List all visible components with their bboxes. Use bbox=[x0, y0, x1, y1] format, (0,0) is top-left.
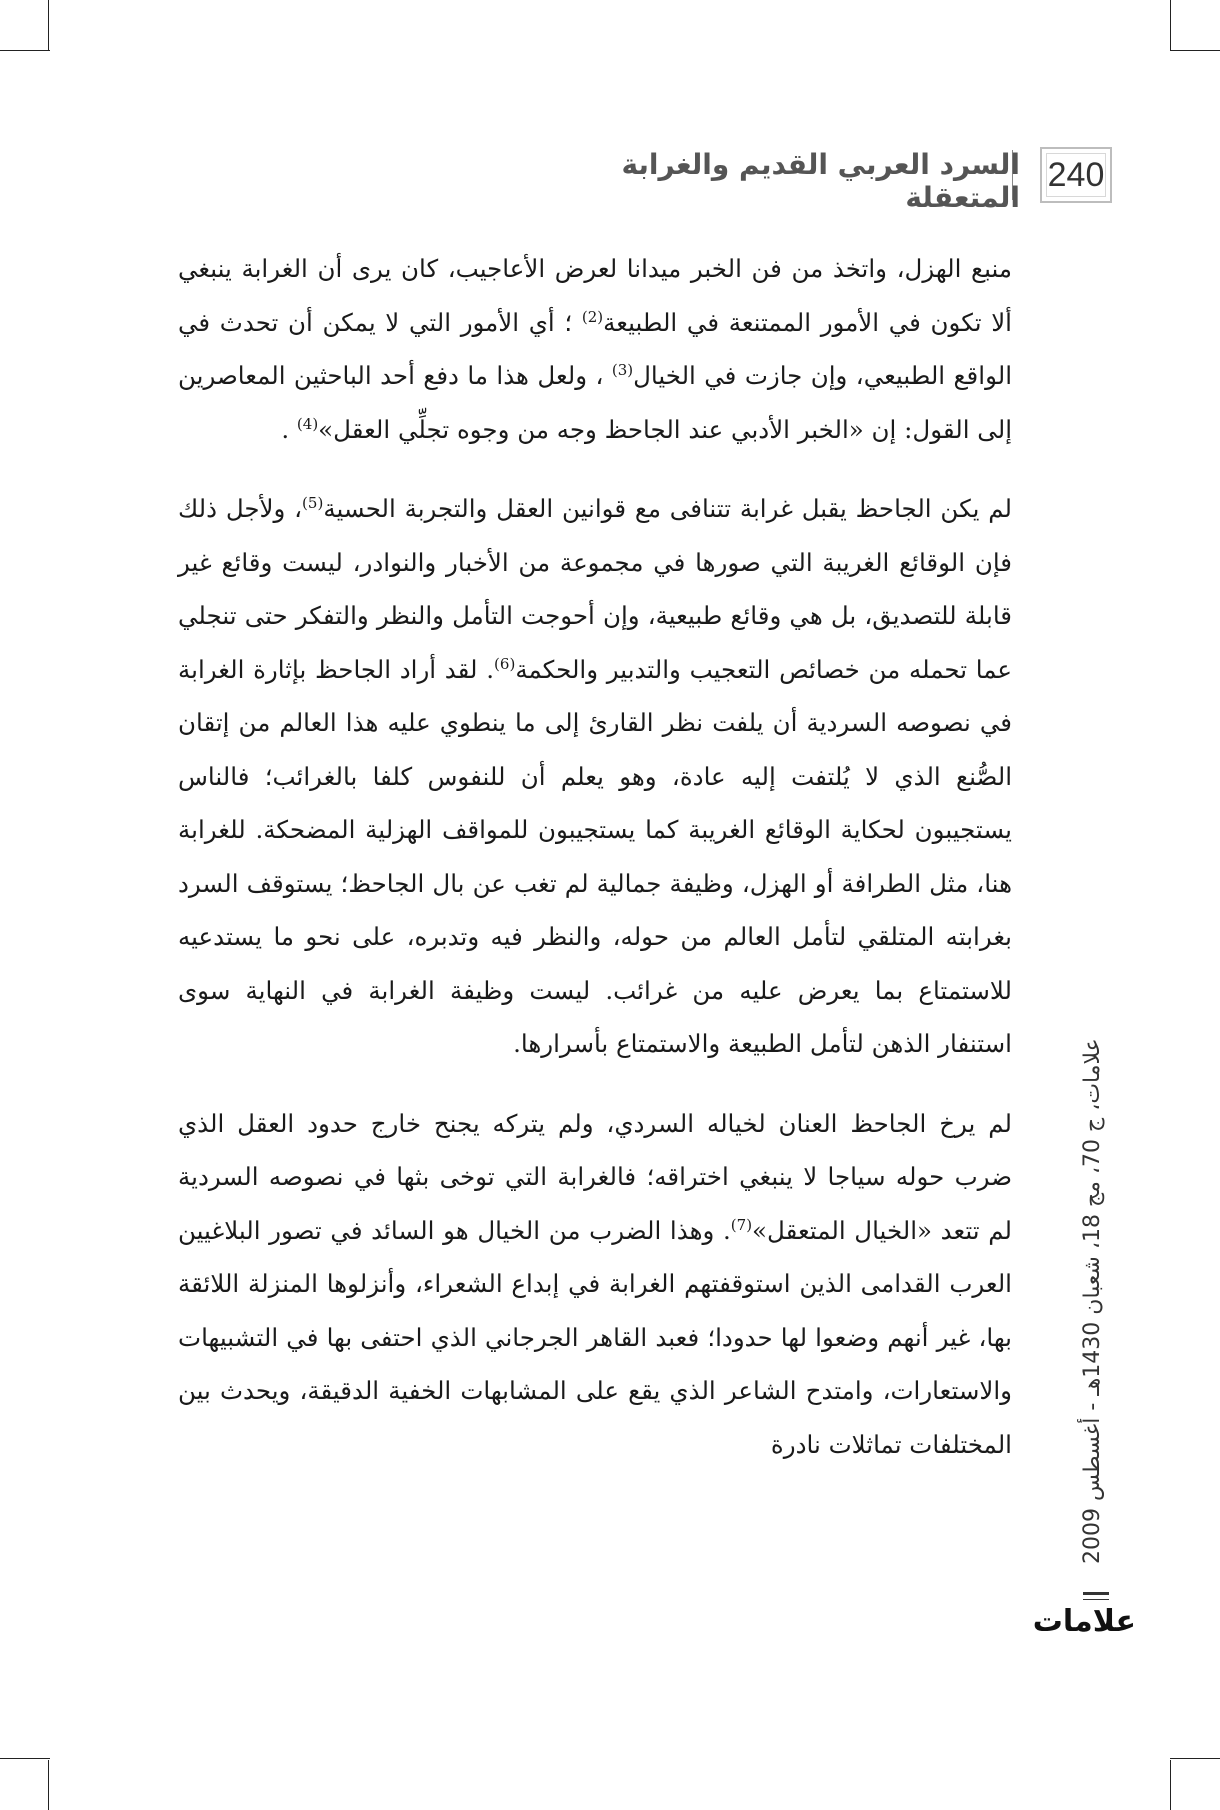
footnote-ref: (7) bbox=[730, 1215, 753, 1234]
page-number: 240 bbox=[1047, 155, 1105, 194]
footnote-ref: (3) bbox=[611, 360, 634, 379]
crop-mark bbox=[48, 0, 49, 50]
crop-mark bbox=[0, 50, 50, 51]
crop-mark bbox=[1170, 50, 1220, 51]
text-run: . وهذا الضرب من الخيال هو السائد في تصور البلاغيين العرب القدامى الذين استوقفتهم الغرابة في إبداع الشعراء، وأنزلوها المنزلة اللائقة بها، غير أنهم وضعوا لها حدودا؛ فعبد القاهر الجرجاني الذي احتفى بها في التشبيهات والاستعارات، وامتدح الشاعر الذي يقع على المشابهات الخفية الدقيقة، ويحدث بين المختلفات تماثلات نادرة bbox=[178, 1215, 1012, 1459]
sidebar-rule bbox=[1083, 1592, 1109, 1595]
text-run: ، ولعل هذا ما دفع أحد الباحثين المعاصرين إلى القول: إن «الخبر الأدبي عند الجاحظ وجه من وجوه تجلِّي العقل» bbox=[178, 361, 1012, 444]
text-run: . bbox=[281, 414, 297, 444]
crop-mark bbox=[1170, 1760, 1171, 1810]
crop-mark bbox=[1170, 0, 1171, 50]
footnote-ref: (2) bbox=[581, 307, 604, 326]
running-title: السرد العربي القديم والغرابة المتعقلة bbox=[621, 148, 1020, 214]
paragraph-1 bbox=[178, 242, 1012, 456]
journal-reference: علامات، ج 70، مج 18، شعبان 1430هـ - أغسطس 2009 bbox=[1080, 1038, 1105, 1564]
text-run: لم يرخ الجاحظ العنان لخياله السردي، ولم يتركه يجنح خارج حدود العقل الذي ضرب حوله سياجا لا ينبغي اختراقه؛ فالغرابة التي توخى بثها في نصوصه السردية لم تتعد «الخيال المتعقل» bbox=[178, 1108, 1012, 1245]
crop-mark bbox=[1170, 1758, 1220, 1759]
page-number-inner-frame bbox=[1046, 153, 1106, 197]
page-number-box bbox=[1040, 147, 1112, 203]
footnote-ref: (5) bbox=[302, 493, 324, 512]
sidebar-rule bbox=[1083, 1599, 1109, 1600]
footnote-ref: (4) bbox=[296, 414, 319, 433]
footnote-ref: (6) bbox=[494, 654, 516, 673]
crop-mark bbox=[0, 1758, 50, 1759]
paragraph-3 bbox=[178, 1097, 1012, 1472]
article-body bbox=[178, 242, 1012, 1471]
text-run: . لقد أراد الجاحظ بإثارة الغرابة في نصوصه السردية أن يلفت نظر القارئ إلى ما ينطوي عليه هذا العالم من إتقان الصُّنع الذي لا يُلتفت إليه عادة، وهو يعلم أن للنفوس كلفا بالغرائب؛ فالناس يستجيبون لحكاية الوقائع الغريبة كما يستجيبون للمواقف الهزلية المضحكة. للغرابة هنا، مثل الطرافة أو الهزل، وظيفة جمالية لم تغب عن بال الجاحظ؛ يستوقف السرد بغرابته المتلقي لتأمل العالم من حوله، والنظر فيه وتدبره، على نحو ما يستدعيه للاستمتاع بما يعرض عليه من غرائب. ليست وظيفة الغرابة في النهاية سوى استنفار الذهن لتأمل الطبيعة والاستمتاع بأسرارها. bbox=[178, 654, 1012, 1058]
paragraph-2 bbox=[178, 482, 1012, 1071]
text-run: ؛ أي الأمور التي لا يمكن أن تحدث في الواقع الطبيعي، وإن جازت في الخيال bbox=[178, 307, 1013, 390]
journal-logo: علامات bbox=[1032, 1604, 1136, 1639]
text-run: لم يكن الجاحظ يقبل غرابة تتنافى مع قوانين العقل والتجربة الحسية bbox=[323, 494, 1012, 523]
crop-mark bbox=[48, 1760, 49, 1810]
text-run: منبع الهزل، واتخذ من فن الخبر ميدانا لعرض الأعاجيب، كان يرى أن الغرابة ينبغي ألا تكون في الأمور الممتنعة في الطبيعة bbox=[178, 254, 1012, 337]
text-run: ، ولأجل ذلك فإن الوقائع الغريبة التي صورها في مجموعة من الأخبار والنوادر، ليست وقائع غير قابلة للتصديق، بل هي وقائع طبيعية، وإن أحوجت التأمل والنظر والتفكر حتى تنجلي عما تحمله من خصائص التعجيب والتدبير والحكمة bbox=[178, 494, 1012, 684]
